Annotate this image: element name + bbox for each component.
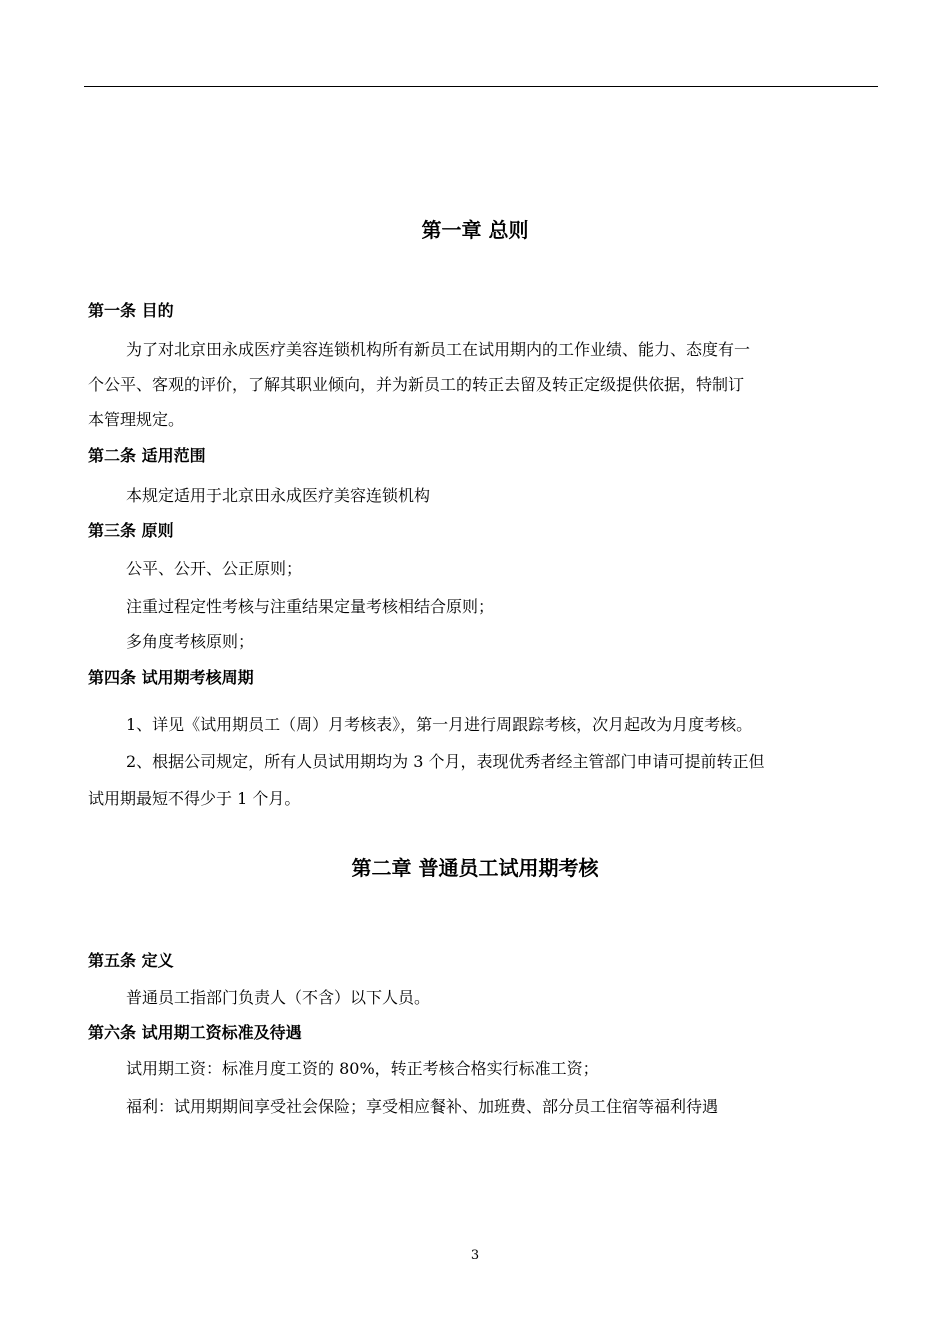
page-number: 3 — [470, 1248, 480, 1263]
article-5-heading: 第五条 定义 — [88, 951, 174, 970]
article-1-line-3: 本管理规定。 — [88, 410, 185, 429]
chapter-2-title: 第二章 普通员工试用期考核 — [351, 856, 599, 880]
article-3-item-3: 多角度考核原则； — [126, 632, 255, 651]
header-rule — [84, 86, 878, 87]
article-3-item-1: 公平、公开、公正原则； — [126, 559, 303, 578]
article-4-item-2-line-1: 2、根据公司规定，所有人员试用期均为 3 个月，表现优秀者经主管部门申请可提前转正但 — [126, 752, 765, 771]
article-1-line-1: 为了对北京田永成医疗美容连锁机构所有新员工在试用期内的工作业绩、能力、态度有一 — [126, 340, 751, 359]
article-6-heading: 第六条 试用期工资标准及待遇 — [88, 1023, 302, 1042]
article-4-heading: 第四条 试用期考核周期 — [88, 668, 254, 687]
article-1-line-2: 个公平、客观的评价，了解其职业倾向，并为新员工的转正去留及转正定级提供依据，特制订 — [88, 375, 745, 394]
article-6-item-2: 福利：试用期期间享受社会保险；享受相应餐补、加班费、部分员工住宿等福利待遇 — [126, 1097, 719, 1116]
article-2-heading: 第二条 适用范围 — [88, 446, 206, 465]
article-3-heading: 第三条 原则 — [88, 521, 174, 540]
article-1-heading: 第一条 目的 — [88, 301, 174, 320]
article-6-item-1: 试用期工资：标准月度工资的 80%，转正考核合格实行标准工资； — [126, 1059, 599, 1078]
article-3-item-2: 注重过程定性考核与注重结果定量考核相结合原则； — [126, 597, 495, 616]
chapter-1-title: 第一章 总则 — [421, 218, 529, 242]
article-2-text: 本规定适用于北京田永成医疗美容连锁机构 — [126, 486, 431, 505]
article-5-text: 普通员工指部门负责人（不含）以下人员。 — [126, 988, 431, 1007]
article-4-item-2-line-2: 试用期最短不得少于 1 个月。 — [88, 789, 301, 808]
article-4-item-1: 1、详见《试用期员工（周）月考核表》，第一月进行周跟踪考核，次月起改为月度考核。 — [126, 715, 753, 734]
